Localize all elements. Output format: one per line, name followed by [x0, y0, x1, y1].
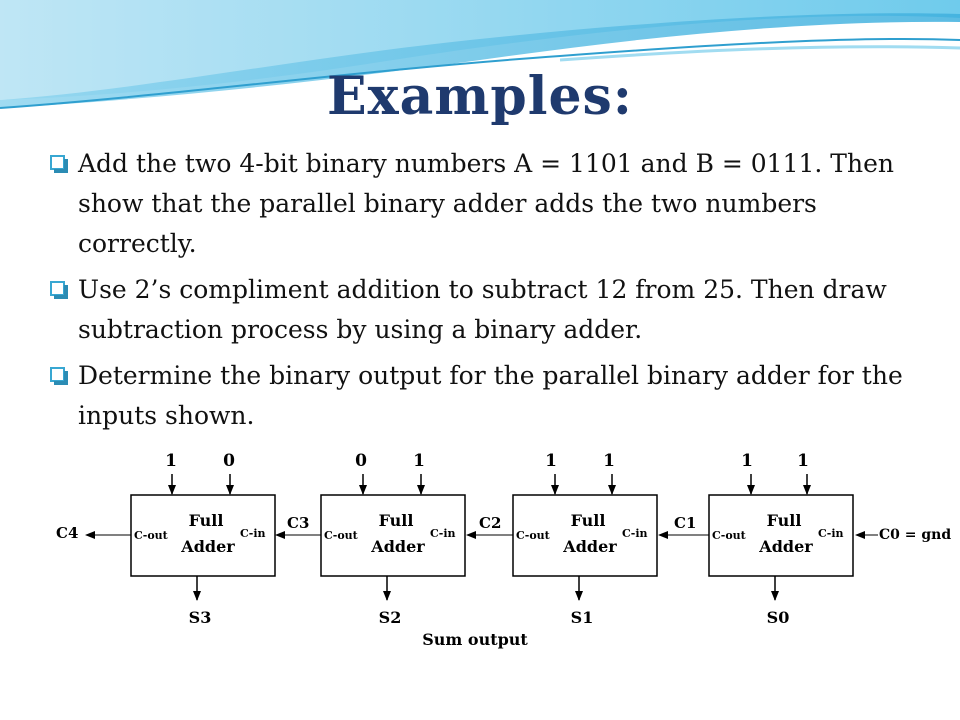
input-a-label: 1 — [165, 451, 177, 471]
cout-label: C-out — [516, 529, 550, 542]
cout-label: C-out — [324, 529, 358, 542]
cout-label: C-out — [712, 529, 746, 542]
sum-label: S2 — [378, 608, 402, 627]
full-adder-0 — [659, 451, 951, 627]
bullet-text: Use 2’s compliment addition to subtract 12 from 25. Then draw subtraction process by using a binary adder. — [78, 275, 887, 344]
input-b-label: 1 — [413, 451, 425, 471]
carry-out-label: C3 — [287, 514, 310, 532]
sum-label: S0 — [766, 608, 790, 627]
full-adder-1 — [467, 451, 657, 627]
bullet-text: Determine the binary output for the parallel binary adder for the inputs shown. — [78, 361, 903, 430]
cin-label: C-in — [818, 527, 844, 540]
cin-label: C-in — [622, 527, 648, 540]
full-adder-label-line2: Adder — [563, 537, 617, 556]
square-bullet-icon — [50, 155, 65, 170]
slide-title: Examples: — [326, 66, 634, 127]
carry-out-label: C4 — [56, 524, 79, 542]
cin-label: C-in — [430, 527, 456, 540]
full-adder-label-line1: Full — [766, 511, 802, 530]
input-b-label: 1 — [603, 451, 615, 471]
square-bullet-icon — [50, 367, 65, 382]
carry-out-label: C1 — [674, 514, 697, 532]
full-adder-label-line2: Adder — [371, 537, 425, 556]
bullet-text: Add the two 4-bit binary numbers A = 1101 and B = 0111. Then show that the parallel binary adder adds the two numbers correctly. — [78, 149, 894, 258]
parallel-adder-diagram — [0, 440, 960, 670]
sum-output-label: Sum output — [422, 630, 528, 649]
cout-label: C-out — [134, 529, 168, 542]
bullet-item — [48, 356, 908, 436]
full-adder-label-line1: Full — [378, 511, 414, 530]
input-a-label: 1 — [545, 451, 557, 471]
full-adder-label-line2: Adder — [759, 537, 813, 556]
input-b-label: 1 — [797, 451, 809, 471]
sum-label: S1 — [570, 608, 594, 627]
full-adder-label-line2: Adder — [181, 537, 235, 556]
full-adder-label-line1: Full — [188, 511, 224, 530]
cin-label: C-in — [240, 527, 266, 540]
carry-out-label: C2 — [479, 514, 502, 532]
square-bullet-icon — [50, 281, 65, 296]
bullet-item — [48, 144, 908, 264]
sum-label: S3 — [188, 608, 212, 627]
full-adder-3 — [56, 451, 275, 627]
input-b-label: 0 — [223, 451, 235, 471]
bullet-list — [48, 144, 908, 442]
bullet-item — [48, 270, 908, 350]
input-a-label: 0 — [355, 451, 367, 471]
input-a-label: 1 — [741, 451, 753, 471]
full-adder-label-line1: Full — [570, 511, 606, 530]
full-adder-2 — [276, 451, 465, 627]
carry-in-label: C0 = gnd — [879, 527, 952, 543]
